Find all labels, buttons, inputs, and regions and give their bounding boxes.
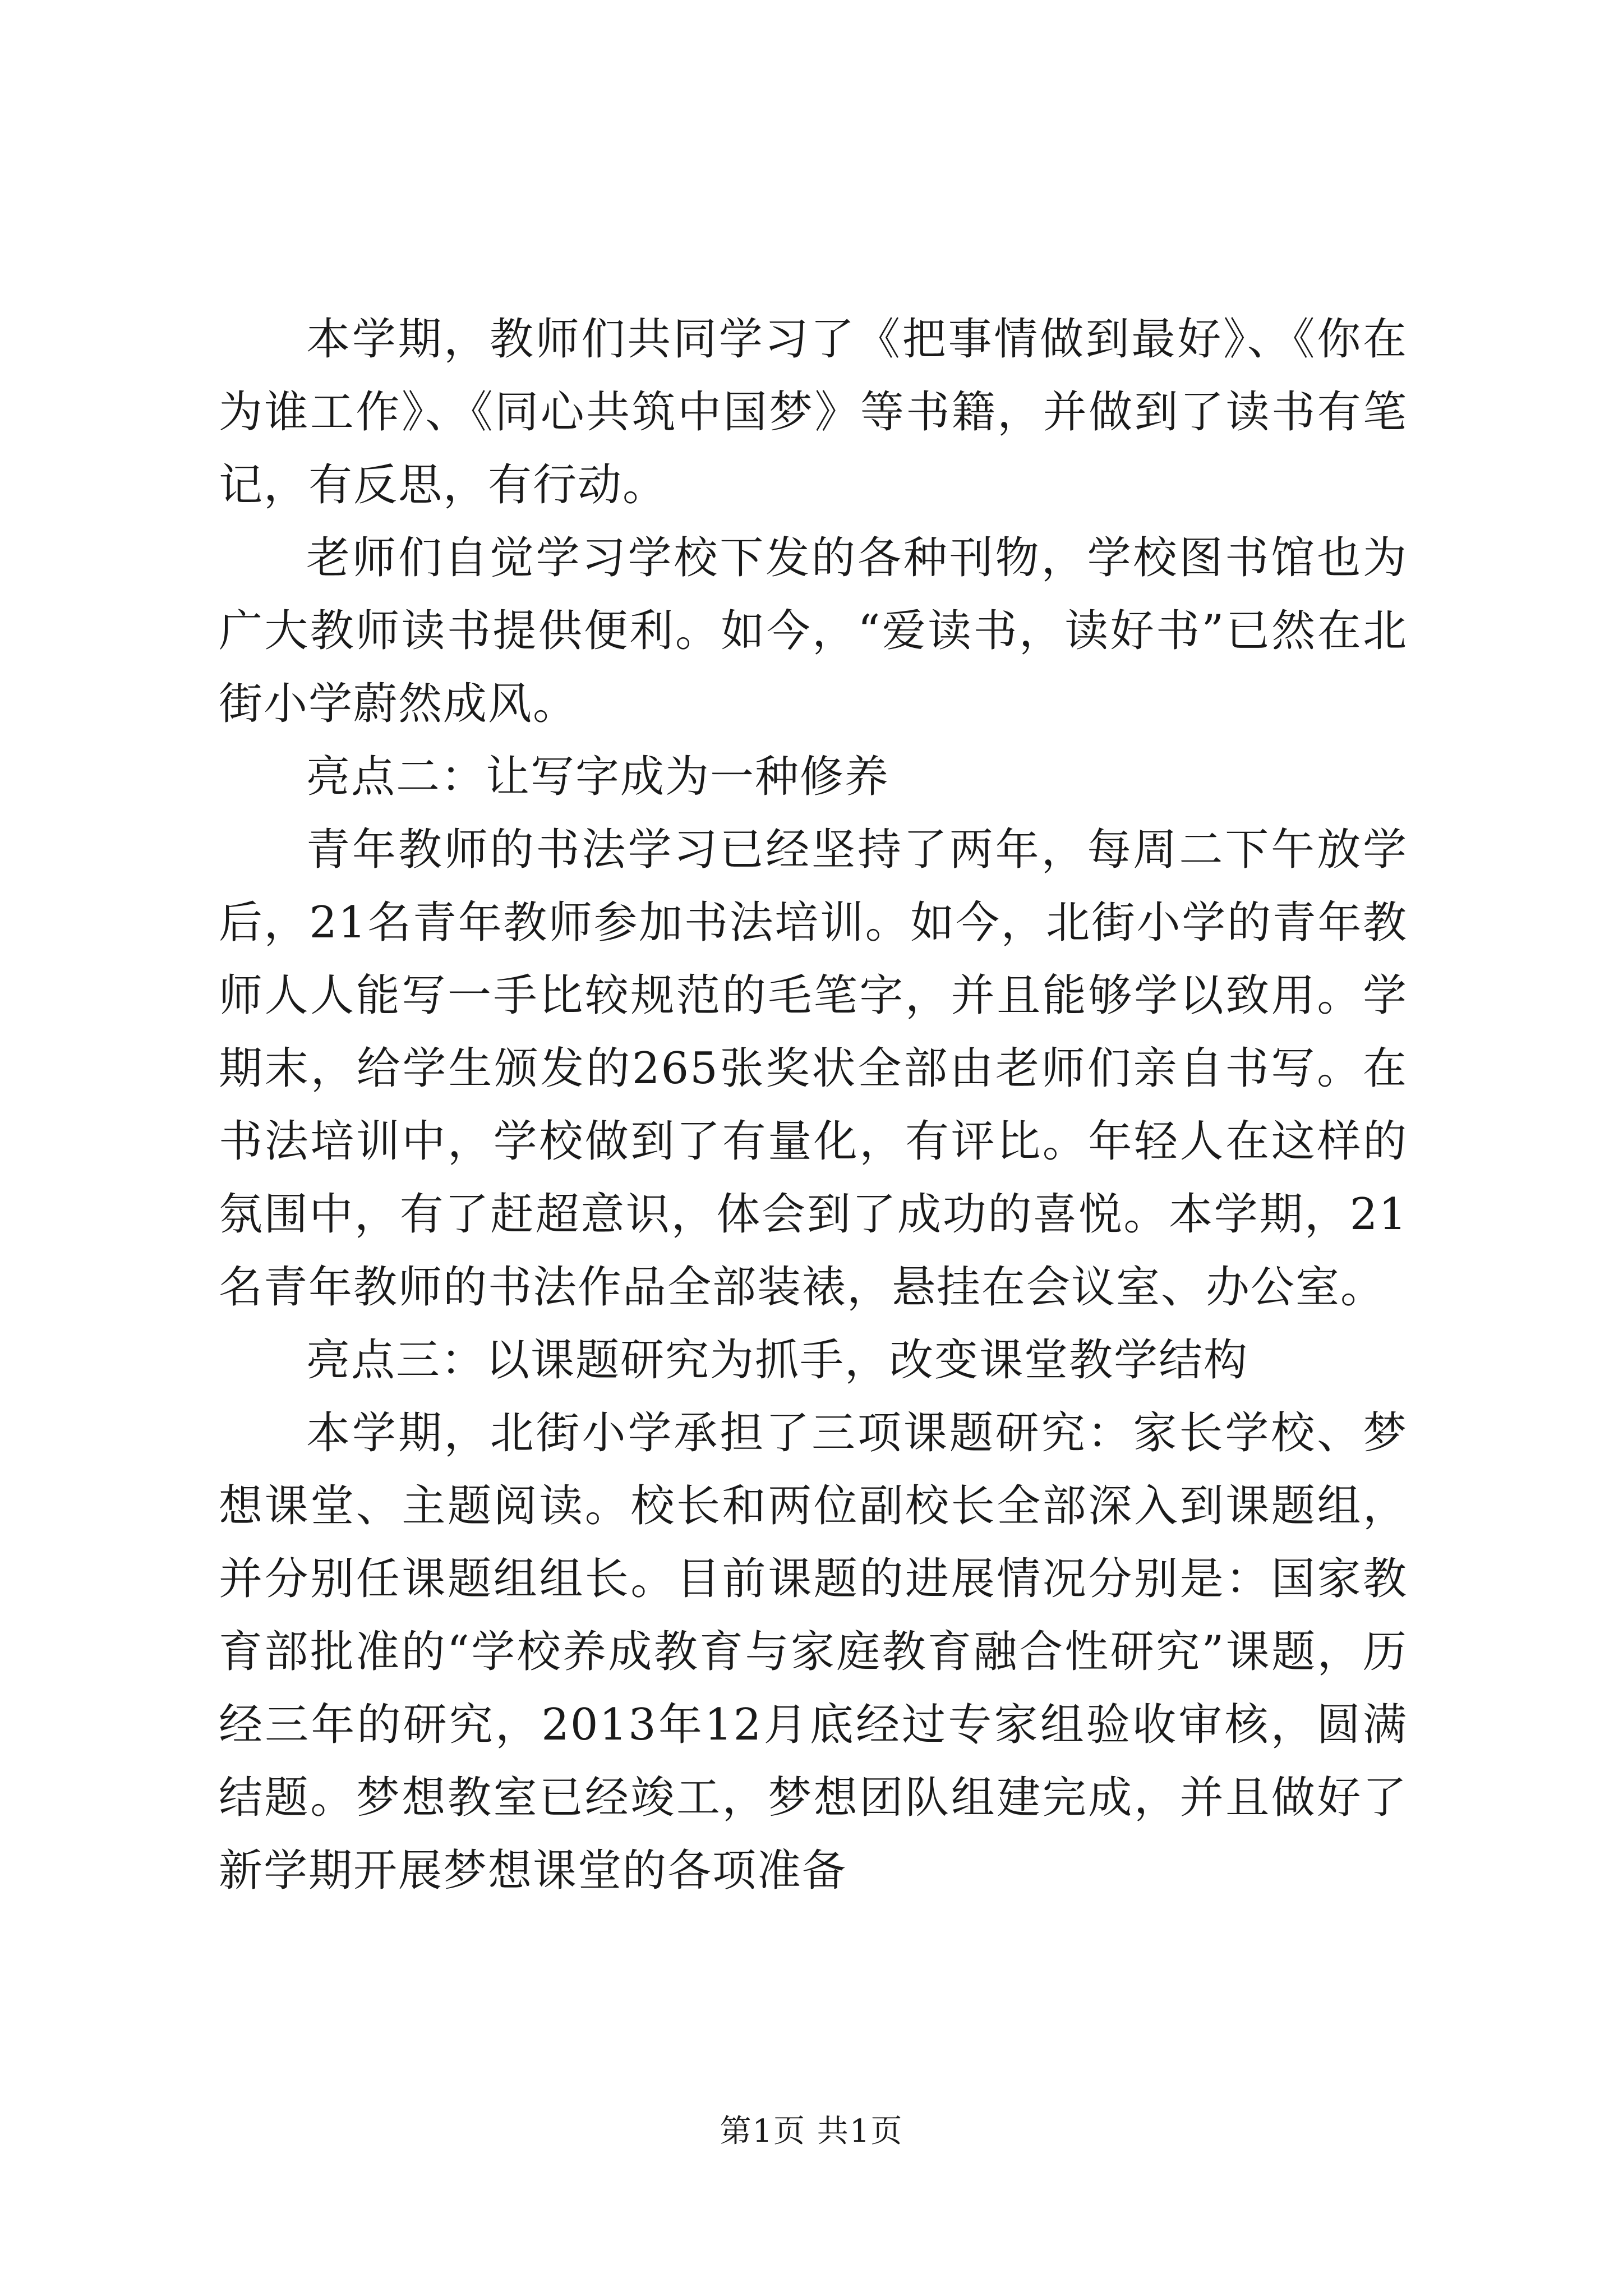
paragraph-research: 本学期，北街小学承担了三项课题研究：家长学校、梦想课堂、主题阅读。校长和两位副校长全部深入到课题组，并分别任课题组组长。目前课题的进展情况分别是：国家教育部批准的“学校养成教育与家庭教育融合性研究”课题，历经三年的研究，2013年12月底经过专家组验收审核，圆满结题。梦想教室已经竣工，梦想团队组建完成，并且做好了新学期开展梦想课堂的各项准备: [219, 1408, 1408, 1896]
page-footer: 第1页 共1页: [720, 2113, 903, 2150]
paragraph-calligraphy: 青年教师的书法学习已经坚持了两年，每周二下午放学后，21名青年教师参加书法培训。如今，北街小学的青年教师人人能写一手比较规范的毛笔字，并且能够学以致用。学期末，给学生颁发的265张奖状全部由老师们亲自书写。在书法培训中，学校做到了有量化，有评比。年轻人在这样的氛围中，有了赶超意识，体会到了成功的喜悦。本学期，21名青年教师的书法作品全部装裱，悬挂在会议室、办公室。: [219, 825, 1408, 1313]
paragraph-reading-books: 本学期，教师们共同学习了《把事情做到最好》、《你在为谁工作》、《同心共筑中国梦》等书籍，并做到了读书有笔记，有反思，有行动。: [219, 314, 1408, 510]
heading-highlight-three: 亮点三：以课题研究为抓手，改变课堂教学结构: [306, 1335, 1249, 1386]
heading-highlight-two: 亮点二：让写字成为一种修养: [306, 752, 890, 802]
document-body: [219, 303, 1408, 1907]
paragraph-reading-atmosphere: 老师们自觉学习学校下发的各种刊物，学校图书馆也为广大教师读书提供便利。如今，“爱读书，读好书”已然在北街小学蔚然成风。: [219, 533, 1408, 729]
